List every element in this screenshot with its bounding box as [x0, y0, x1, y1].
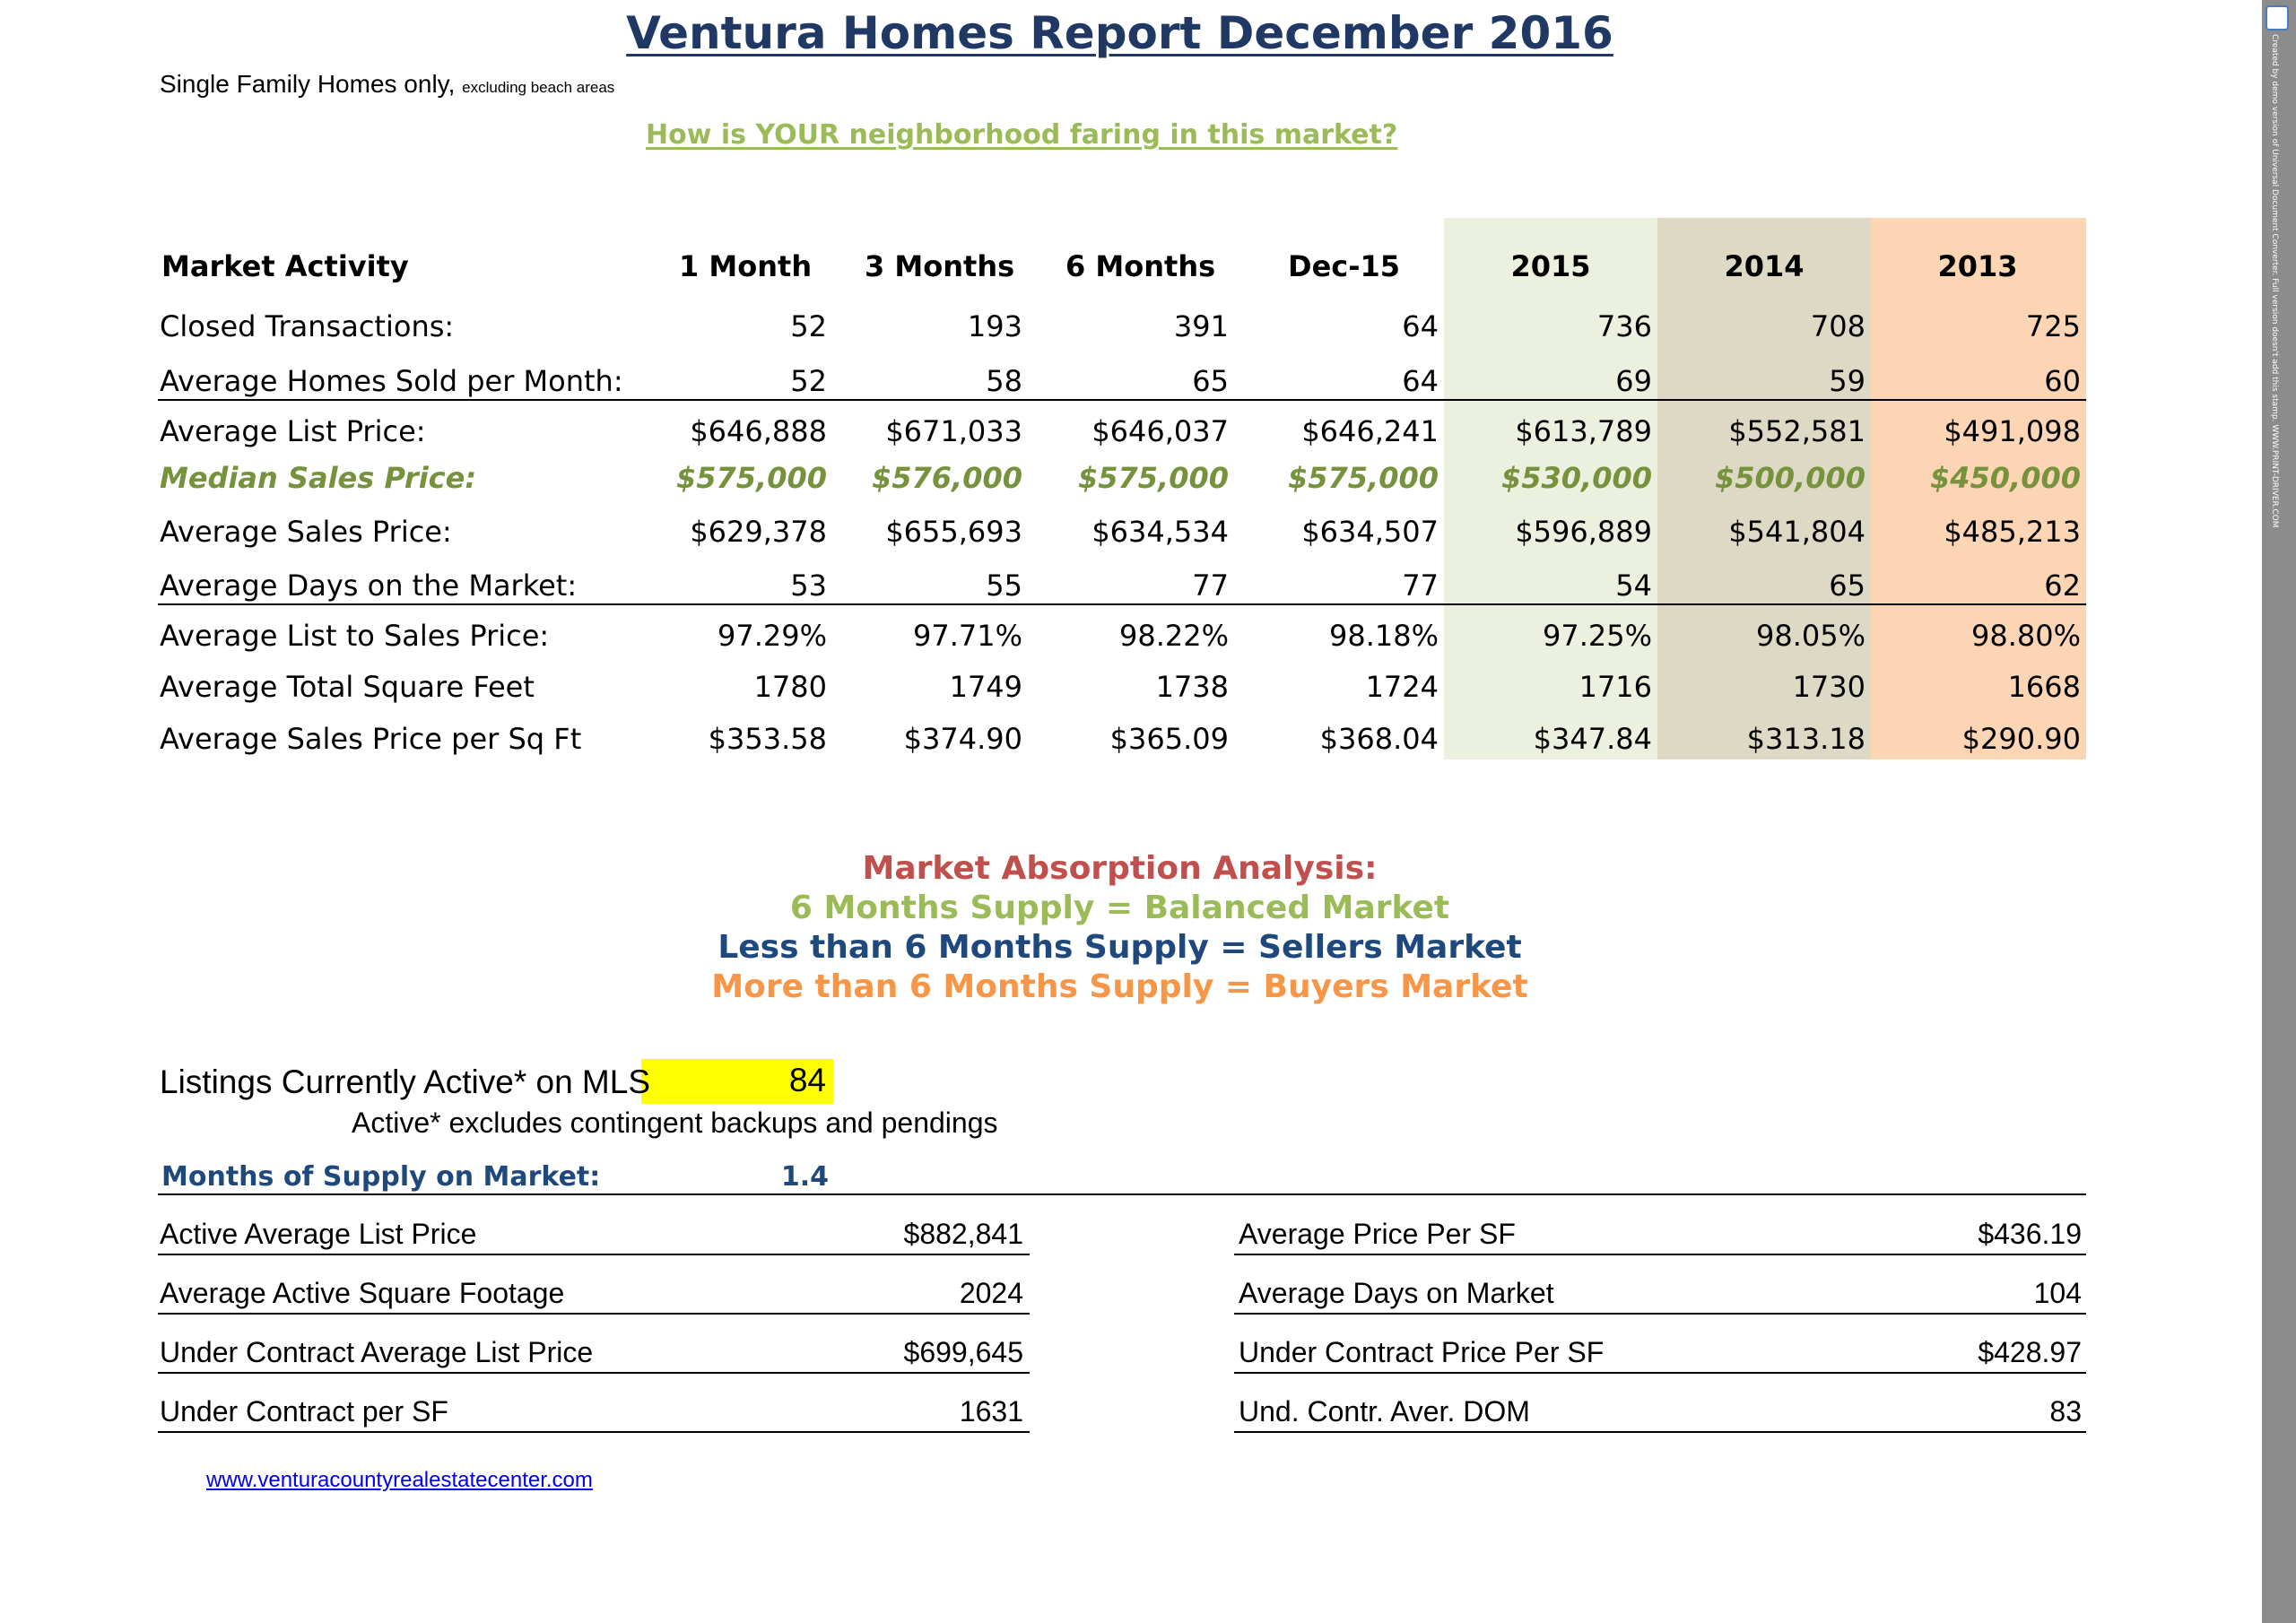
table-cell: 97.29% — [717, 619, 827, 653]
detail-label: Under Contract Price Per SF — [1239, 1336, 1605, 1368]
table-cell: 708 — [1810, 309, 1866, 343]
listings-active-value: 84 — [788, 1062, 826, 1098]
detail-value: 2024 — [959, 1277, 1023, 1309]
detail-underline — [158, 1254, 1030, 1255]
table-cell: 97.71% — [912, 619, 1022, 653]
table-cell: 98.80% — [1970, 619, 2081, 653]
table-cell: 65 — [1192, 364, 1229, 398]
detail-underline — [158, 1431, 1030, 1433]
row-label: Average Homes Sold per Month: — [160, 364, 623, 398]
table-cell: 98.05% — [1755, 619, 1866, 653]
detail-label: Average Active Square Footage — [160, 1277, 565, 1309]
table-cell: 77 — [1192, 568, 1229, 603]
table-cell: 97.25% — [1542, 619, 1652, 653]
website-link[interactable]: www.venturacountyrealestatecenter.com — [206, 1468, 593, 1492]
months-supply-value: 1.4 — [780, 1161, 829, 1193]
table-cell: $365.09 — [1109, 722, 1229, 756]
detail-label: Average Days on Market — [1239, 1277, 1554, 1309]
table-cell: 1749 — [949, 670, 1022, 704]
row-label: Average List Price: — [160, 414, 426, 448]
table-cell: $530,000 — [1500, 461, 1652, 495]
table-cell: $575,000 — [1077, 461, 1229, 495]
table-cell: 1730 — [1792, 670, 1866, 704]
table-cell: 54 — [1615, 568, 1652, 603]
table-cell: 1668 — [2007, 670, 2081, 704]
detail-underline — [158, 1372, 1030, 1374]
table-cell: 69 — [1615, 364, 1652, 398]
absorption-balanced: 6 Months Supply = Balanced Market — [789, 890, 1450, 926]
detail-value: 1631 — [959, 1395, 1023, 1428]
converter-logo-icon — [2266, 5, 2289, 30]
table-cell: $500,000 — [1714, 461, 1866, 495]
active-note: Active* excludes contingent backups and pendings — [352, 1107, 998, 1139]
table-cell: $374.90 — [903, 722, 1022, 756]
table-cell: 52 — [790, 364, 827, 398]
table-cell: 1716 — [1578, 670, 1652, 704]
table-cell: $541,804 — [1728, 515, 1866, 549]
months-supply-label: Months of Supply on Market: — [161, 1161, 601, 1193]
table-cell: $655,693 — [885, 515, 1022, 549]
row-label: Average Days on the Market: — [160, 568, 578, 603]
detail-label: Und. Contr. Aver. DOM — [1239, 1395, 1530, 1428]
table-cell: 59 — [1829, 364, 1866, 398]
listings-active-label: Listings Currently Active* on MLS — [160, 1063, 651, 1100]
row-label: Closed Transactions: — [160, 309, 455, 343]
detail-underline — [1234, 1372, 2086, 1374]
header-6-months: 6 Months — [1065, 249, 1216, 283]
absorption-sellers: Less than 6 Months Supply = Sellers Market — [718, 929, 1522, 966]
table-cell: 77 — [1402, 568, 1439, 603]
subtitle-main: Single Family Homes only, — [160, 70, 463, 98]
detail-label: Active Average List Price — [160, 1218, 477, 1250]
detail-underline — [1234, 1431, 2086, 1433]
table-cell: 1780 — [753, 670, 827, 704]
table-cell: 52 — [790, 309, 827, 343]
table-divider — [158, 603, 2086, 605]
table-cell: 1738 — [1155, 670, 1229, 704]
table-cell: $629,378 — [690, 515, 827, 549]
neighborhood-question: How is YOUR neighborhood faring in this market? — [646, 119, 1398, 151]
detail-value: 83 — [2049, 1395, 2082, 1428]
subtitle-small: excluding beach areas — [462, 79, 615, 96]
table-cell: 64 — [1402, 364, 1439, 398]
table-cell: $450,000 — [1929, 461, 2081, 495]
table-cell: $646,037 — [1091, 414, 1229, 448]
row-label: Average Total Square Feet — [160, 670, 535, 704]
absorption-buyers: More than 6 Months Supply = Buyers Market — [711, 968, 1528, 1005]
table-cell: $353.58 — [708, 722, 827, 756]
table-cell: 62 — [2044, 568, 2081, 603]
header-1-month: 1 Month — [679, 249, 813, 283]
header-2014: 2014 — [1724, 249, 1805, 283]
table-cell: $671,033 — [885, 414, 1022, 448]
table-cell: 98.22% — [1118, 619, 1229, 653]
header-market-activity: Market Activity — [161, 249, 409, 283]
converter-stamp-text: Created by demo version of Universal Document Converter. Full version doesn't add this stamp. WWW.PRINT-DRIVER.COM — [2270, 34, 2279, 528]
table-cell: 58 — [986, 364, 1022, 398]
detail-value: $699,645 — [903, 1336, 1023, 1368]
table-cell: 193 — [967, 309, 1022, 343]
header-2013: 2013 — [1937, 249, 2018, 283]
row-label: Median Sales Price: — [160, 461, 477, 495]
detail-label: Under Contract per SF — [160, 1395, 448, 1428]
header-2015: 2015 — [1510, 249, 1591, 283]
table-cell: $347.84 — [1533, 722, 1652, 756]
table-cell: 736 — [1596, 309, 1652, 343]
subtitle — [160, 70, 614, 99]
detail-value: $428.97 — [1978, 1336, 2082, 1368]
table-cell: 98.18% — [1328, 619, 1439, 653]
table-cell: $646,888 — [690, 414, 827, 448]
detail-label: Under Contract Average List Price — [160, 1336, 594, 1368]
converter-stamp — [2262, 0, 2296, 1623]
table-cell: $485,213 — [1944, 515, 2081, 549]
table-cell: 55 — [986, 568, 1022, 603]
table-cell: $491,098 — [1944, 414, 2081, 448]
detail-value: 104 — [2033, 1277, 2082, 1309]
table-cell: $290.90 — [1961, 722, 2081, 756]
row-label: Average Sales Price: — [160, 515, 452, 549]
table-divider — [158, 399, 2086, 401]
table-cell: 53 — [790, 568, 827, 603]
detail-value: $882,841 — [903, 1218, 1023, 1250]
table-cell: 65 — [1829, 568, 1866, 603]
table-cell: 60 — [2044, 364, 2081, 398]
table-cell: 64 — [1402, 309, 1439, 343]
table-cell: $575,000 — [675, 461, 827, 495]
detail-value: $436.19 — [1978, 1218, 2082, 1250]
table-cell: $368.04 — [1319, 722, 1439, 756]
table-cell: 725 — [2025, 309, 2081, 343]
table-cell: $575,000 — [1287, 461, 1439, 495]
header-dec-15: Dec-15 — [1288, 249, 1401, 283]
table-cell: $596,889 — [1515, 515, 1652, 549]
detail-label: Average Price Per SF — [1239, 1218, 1516, 1250]
table-cell: $646,241 — [1301, 414, 1439, 448]
detail-underline — [158, 1313, 1030, 1315]
detail-underline — [1234, 1313, 2086, 1315]
table-cell: $613,789 — [1515, 414, 1652, 448]
header-3-months: 3 Months — [865, 249, 1015, 283]
table-cell: $576,000 — [871, 461, 1022, 495]
table-cell: 1724 — [1365, 670, 1439, 704]
table-cell: $313.18 — [1746, 722, 1866, 756]
page-title: Ventura Homes Report December 2016 — [626, 7, 1613, 59]
table-cell: 391 — [1173, 309, 1229, 343]
table-cell: $552,581 — [1728, 414, 1866, 448]
row-label: Average Sales Price per Sq Ft — [160, 722, 582, 756]
row-label: Average List to Sales Price: — [160, 619, 550, 653]
absorption-heading: Market Absorption Analysis: — [862, 850, 1378, 887]
detail-underline — [1234, 1254, 2086, 1255]
table-cell: $634,507 — [1301, 515, 1439, 549]
table-cell: $634,534 — [1091, 515, 1229, 549]
supply-divider — [158, 1193, 2086, 1195]
